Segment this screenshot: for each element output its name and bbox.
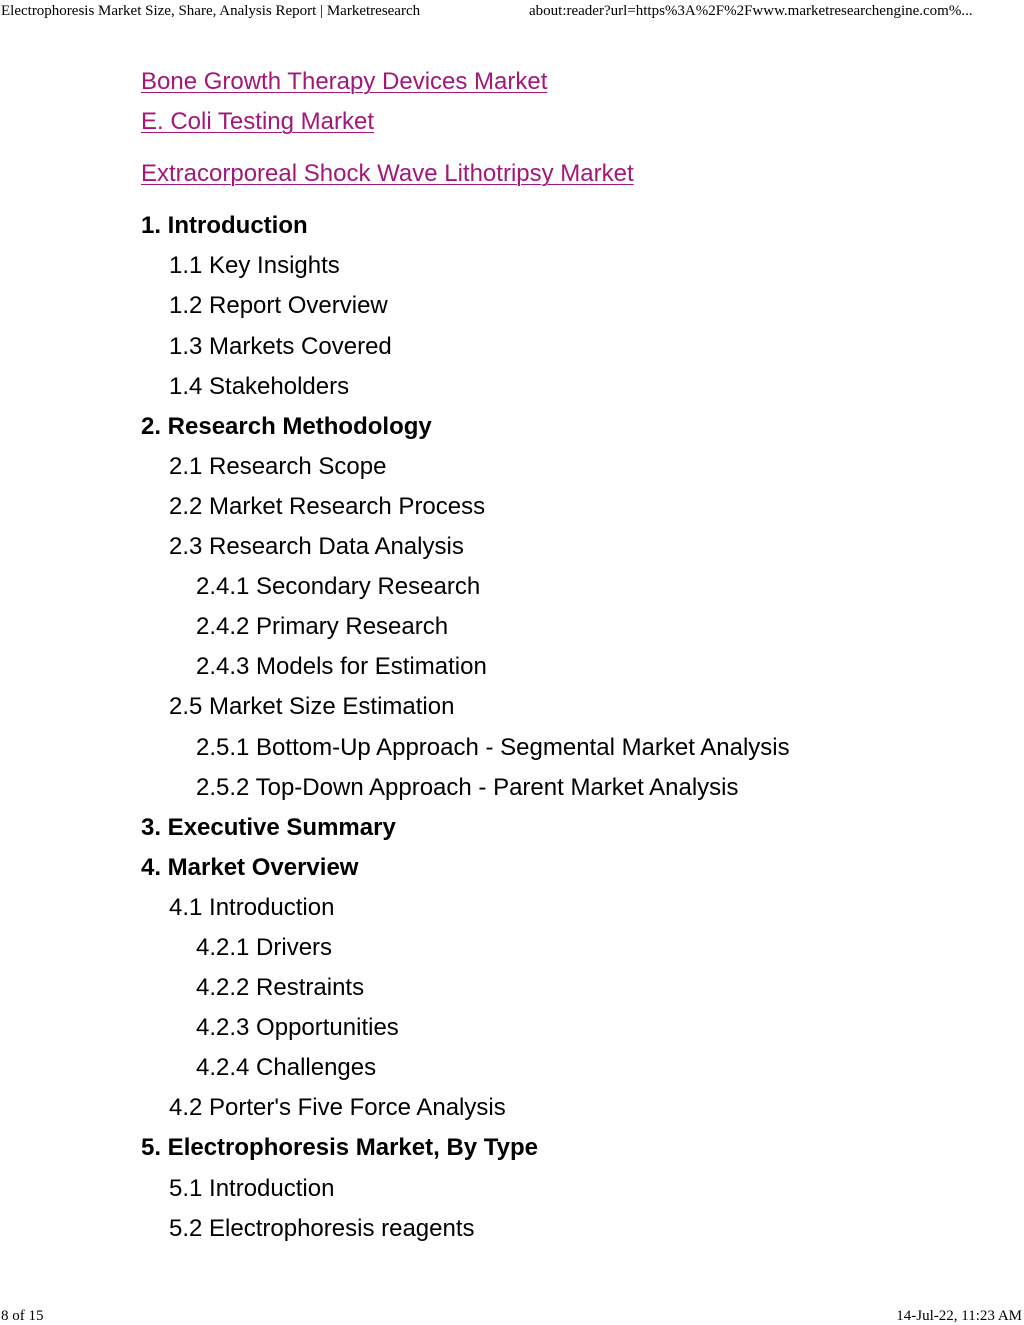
toc-item: 2.1 Research Scope: [169, 452, 387, 480]
toc-item: 1.4 Stakeholders: [169, 372, 350, 400]
toc-item: 4.2.1 Drivers: [196, 933, 333, 961]
related-link-e-coli[interactable]: E. Coli Testing Market: [141, 108, 374, 136]
related-link-lithotripsy[interactable]: Extracorporeal Shock Wave Lithotripsy Market: [141, 160, 634, 188]
toc-item: 4.2 Porter's Five Force Analysis: [169, 1094, 506, 1122]
toc-item: 5. Electrophoresis Market, By Type: [141, 1134, 539, 1162]
table-of-contents: [141, 206, 1001, 1248]
toc-item: 5.1 Introduction: [169, 1174, 335, 1202]
toc-item: 1.1 Key Insights: [169, 252, 340, 280]
toc-item: 2.2 Market Research Process: [169, 492, 486, 520]
toc-item: 2.4.3 Models for Estimation: [196, 653, 487, 681]
toc-item: 2.4.1 Secondary Research: [196, 573, 481, 601]
toc-item: 4.2.3 Opportunities: [196, 1014, 399, 1042]
page-title: Electrophoresis Market Size, Share, Analysis Report | Marketresearch: [1, 3, 421, 19]
toc-item: 2.5.1 Bottom-Up Approach - Segmental Market Analysis: [196, 733, 790, 761]
toc-item: 2.4.2 Primary Research: [196, 613, 449, 641]
related-links: [141, 62, 1001, 194]
toc-item: 4. Market Overview: [141, 853, 359, 881]
article-content: [141, 62, 1001, 1249]
toc-item: 5.2 Electrophoresis reagents: [169, 1214, 475, 1242]
toc-item: 4.2.4 Challenges: [196, 1054, 377, 1082]
toc-item: 3. Executive Summary: [141, 813, 396, 841]
toc-item: 1.3 Markets Covered: [169, 332, 392, 360]
toc-item: 1. Introduction: [141, 212, 308, 240]
page-count: 8 of 15: [1, 1308, 44, 1324]
print-timestamp: 14-Jul-22, 11:23 AM: [896, 1308, 1022, 1324]
toc-item: 1.2 Report Overview: [169, 292, 388, 320]
toc-item: 2. Research Methodology: [141, 412, 432, 440]
toc-item: 4.1 Introduction: [169, 893, 335, 921]
toc-item: 2.5 Market Size Estimation: [169, 693, 455, 721]
toc-item: 2.5.2 Top-Down Approach - Parent Market Analysis: [196, 773, 739, 801]
page-url: about:reader?url=https%3A%2F%2Fwww.marketresearchengine.com%...: [529, 3, 973, 19]
toc-item: 4.2.2 Restraints: [196, 974, 365, 1002]
related-link-bone-growth[interactable]: Bone Growth Therapy Devices Market: [141, 68, 548, 95]
toc-item: 2.3 Research Data Analysis: [169, 533, 464, 561]
